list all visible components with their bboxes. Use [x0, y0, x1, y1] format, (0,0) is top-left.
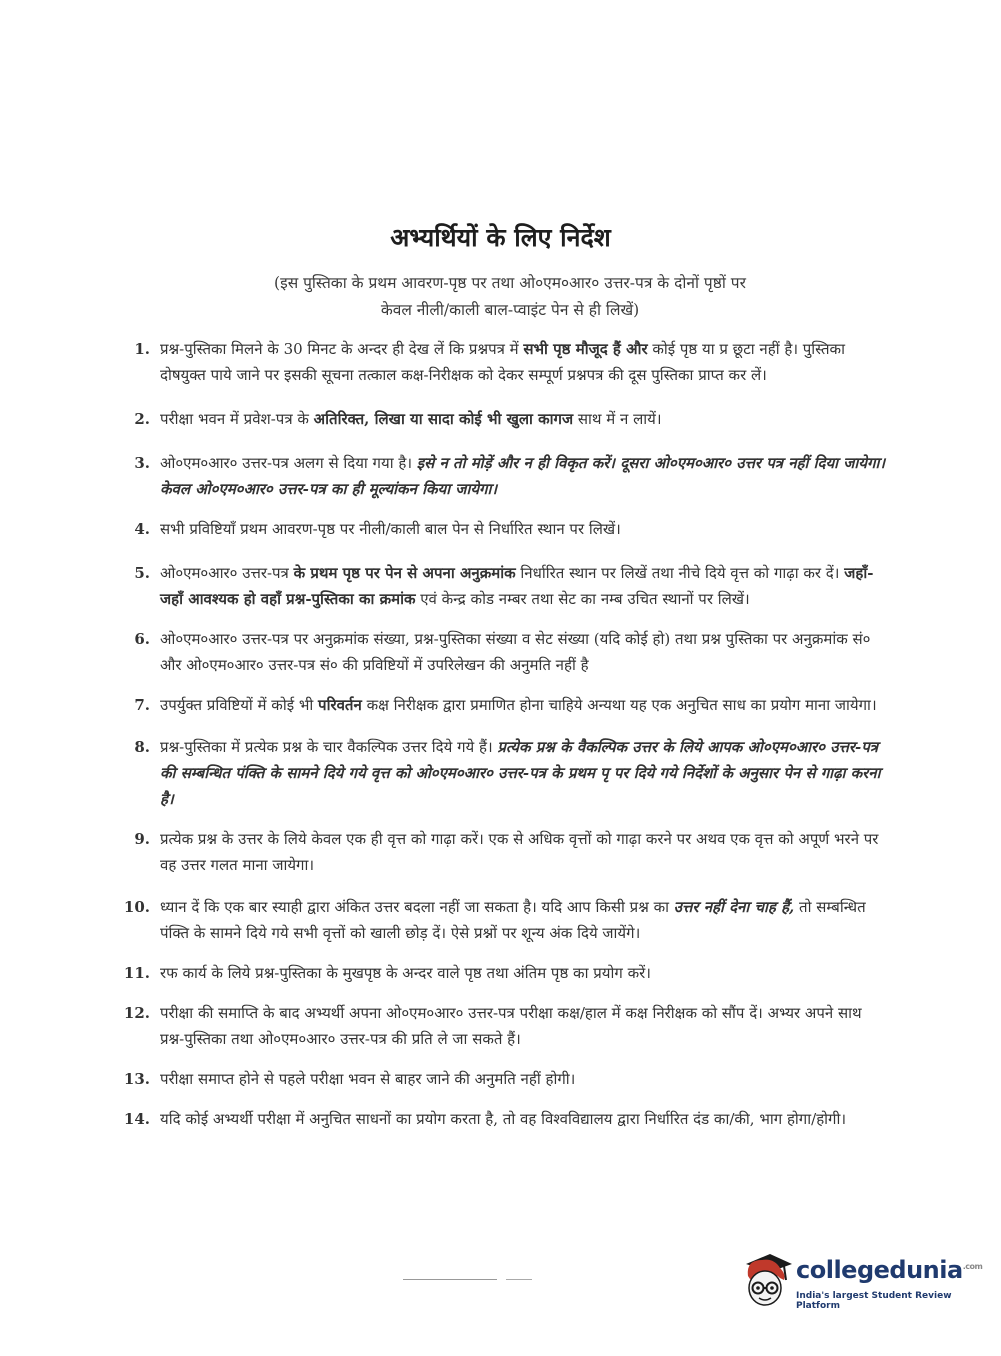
- brand-name: collegedunia$^{.com}$: [796, 1256, 983, 1284]
- instruction-item: [118, 894, 888, 946]
- instruction-text-part: ओ०एम०आर० उत्तर-पत्र अलग से दिया गया है।: [160, 454, 417, 472]
- instruction-text-part: परीक्षा भवन में प्रवेश-पत्र के: [160, 410, 314, 428]
- instruction-text-part: ध्यान दें कि एक बार स्याही द्वारा अंकित उत्तर बदला नहीं जा सकता है। यदि आप किसी प्रश्न का: [160, 898, 674, 916]
- instruction-number: 5.: [134, 564, 150, 582]
- instruction-item: [118, 692, 888, 718]
- instruction-text: [160, 898, 866, 942]
- instruction-item: [118, 450, 888, 502]
- instruction-text-part: सभी पृष्ठ मौजूद हैं और: [523, 340, 648, 358]
- instruction-text-part: परिवर्तन: [318, 696, 362, 714]
- instruction-number: 13.: [123, 1070, 150, 1088]
- instructions-list: [118, 336, 888, 1132]
- instruction-text-part: उत्तर नहीं देना चाह हैं,: [673, 898, 795, 916]
- instruction-text-part: एवं केन्द्र कोड नम्बर तथा सेट का नम्ब उचित स्थानों पर लिखें।: [415, 590, 750, 608]
- brand-tagline: India's largest Student Review Platform: [796, 1291, 952, 1311]
- instruction-text: [160, 630, 870, 674]
- instruction-text: [160, 340, 845, 384]
- instruction-text-part: जहाँ-जहाँ आवश्यक हो वहाँ प्रश्न-पुस्तिका का क्रमांक: [160, 564, 874, 608]
- instruction-item: [118, 406, 888, 432]
- instruction-text-part: निर्धारित स्थान पर लिखें तथा नीचे दिये वृत्त को गाढ़ा कर दें।: [515, 564, 845, 582]
- instruction-text: [160, 1110, 846, 1128]
- instruction-item: [118, 826, 888, 878]
- instruction-text-part: प्रत्येक प्रश्न के उत्तर के लिये केवल एक ही वृत्त को गाढ़ा करें। एक से अधिक वृत्तों को गाढ़ा करने पर अथव एक वृत्त को अपूर्ण भरने पर वह उत्तर गलत माना जायेगा।: [160, 830, 879, 874]
- instruction-text: [160, 1004, 862, 1048]
- instruction-text-part: ओ०एम०आर० उत्तर-पत्र: [160, 564, 294, 582]
- instruction-item: [118, 1000, 888, 1052]
- student-mascot-icon: [740, 1246, 794, 1310]
- instruction-text: [160, 964, 651, 982]
- instruction-number: 6.: [134, 630, 150, 648]
- instruction-number: 10.: [123, 898, 150, 916]
- instruction-number: 11.: [123, 964, 150, 982]
- instruction-item: [118, 1106, 888, 1132]
- instruction-text-part: सभी प्रविष्टियाँ प्रथम आवरण-पृष्ठ पर नीली/काली बाल पेन से निर्धारित स्थान पर लिखें।: [160, 520, 621, 538]
- instruction-number: 3.: [134, 454, 150, 472]
- instruction-text: [160, 454, 885, 498]
- instruction-number: 9.: [134, 830, 150, 848]
- footer-rule-short: [506, 1279, 532, 1280]
- instruction-text-part: अतिरिक्त, लिखा या सादा कोई भी खुला कागज: [313, 410, 574, 428]
- instruction-text-part: यदि कोई अभ्यर्थी परीक्षा में अनुचित साधनों का प्रयोग करता है, तो वह विश्वविद्यालय द्वारा निर्धारित दंड का/की, भाग होगा/होगी।: [160, 1110, 847, 1128]
- instruction-text-part: प्रश्न-पुस्तिका मिलने के 30 मिनट के अन्दर ही देख लें कि प्रश्नपत्र में: [160, 340, 524, 358]
- instruction-item: [118, 560, 888, 612]
- instruction-text: [160, 830, 878, 874]
- instruction-text: [160, 410, 662, 428]
- instruction-text-part: प्रत्येक प्रश्न के वैकल्पिक उत्तर के लिये आपक ओ०एम०आर० उत्तर-पत्र की सम्बन्धित पंक्ति के सामने दिये गये वृत्त को ओ०एम०आर० उत्तर-पत्र के प्रथम पृ पर दिये गये निर्देशों के अनुसार पेन से गाढ़ा करना है।: [160, 738, 881, 808]
- document-subtitle: [150, 270, 870, 324]
- instruction-number: 1.: [134, 340, 150, 358]
- instruction-text: [160, 520, 621, 538]
- instruction-text: [160, 1070, 575, 1088]
- subtitle-line-1: (इस पुस्तिका के प्रथम आवरण-पृष्ठ पर तथा ओ०एम०आर० उत्तर-पत्र के दोनों पृष्ठों पर: [274, 274, 746, 292]
- instruction-number: 4.: [134, 520, 150, 538]
- instruction-text-part: तो सम्बन्धित पंक्ति के सामने दिये गये सभी वृत्तों को खाली छोड़ दें। ऐसे प्रश्नों पर शून्य अंक दिये जायेंगे।: [160, 898, 866, 942]
- instruction-text-part: ओ०एम०आर० उत्तर-पत्र पर अनुक्रमांक संख्या, प्रश्न-पुस्तिका संख्या व सेट संख्या (यदि कोई हो) तथा प्रश्न पुस्तिका पर अनुक्रमांक सं० और ओ०एम०आर० उत्तर-पत्र सं० की प्रविष्टियों में उपरिलेखन की अनुमति नहीं है: [160, 630, 871, 674]
- instruction-text-part: के प्रथम पृष्ठ पर पेन से अपना अनुक्रमांक: [293, 564, 516, 582]
- instruction-text-part: उपर्युक्त प्रविष्टियों में कोई भी: [160, 696, 319, 714]
- footer-rule: [403, 1279, 497, 1280]
- instruction-text-part: रफ कार्य के लिये प्रश्न-पुस्तिका के मुखपृष्ठ के अन्दर वाले पृष्ठ तथा अंतिम पृष्ठ का प्रयोग करें।: [160, 964, 651, 982]
- instruction-text-part: परीक्षा की समाप्ति के बाद अभ्यर्थी अपना ओ०एम०आर० उत्तर-पत्र परीक्षा कक्ष/हाल में कक्ष निरीक्षक को सौंप दें। अभ्यर अपने साथ प्रश्न-पुस्तिका तथा ओ०एम०आर० उत्तर-पत्र की प्रति ले जा सकते हैं।: [160, 1004, 862, 1048]
- instruction-text-part: परीक्षा समाप्त होने से पहले परीक्षा भवन से बाहर जाने की अनुमति नहीं होगी।: [160, 1070, 576, 1088]
- instruction-number: 2.: [134, 410, 150, 428]
- subtitle-line-2: केवल नीली/काली बाल-प्वाइंट पेन से ही लिखें): [380, 301, 640, 319]
- instruction-number: 12.: [123, 1004, 150, 1022]
- instruction-number: 8.: [134, 738, 150, 756]
- instruction-number: 14.: [123, 1110, 150, 1128]
- instruction-item: [118, 626, 888, 678]
- instruction-text-part: कोई पृष्ठ या प्र छूटा नहीं है। पुस्तिका दोषयुक्त पाये जाने पर इसकी सूचना तत्काल कक्ष-निरीक्षक को देकर सम्पूर्ण प्रश्नपत्र की दूस पुस्तिका प्राप्त कर लें।: [160, 340, 845, 384]
- instruction-item: [118, 516, 888, 542]
- instruction-item: [118, 734, 888, 812]
- instruction-text-part: कक्ष निरीक्षक द्वारा प्रमाणित होना चाहिये अन्यथा यह एक अनुचित साध का प्रयोग माना जायेगा।: [361, 696, 877, 714]
- brand-domain: .com: [962, 1262, 983, 1271]
- instruction-text: [160, 564, 873, 608]
- document-title: अभ्यर्थियों के लिए निर्देश: [390, 223, 611, 252]
- instruction-text-part: साथ में न लायें।: [573, 410, 662, 428]
- instruction-number: 7.: [134, 696, 150, 714]
- brand-logo: [740, 1246, 983, 1316]
- instruction-item: [118, 960, 888, 986]
- instruction-item: [118, 336, 888, 388]
- instruction-text: [160, 738, 881, 808]
- instruction-text-part: प्रश्न-पुस्तिका में प्रत्येक प्रश्न के चार वैकल्पिक उत्तर दिये गये हैं।: [160, 738, 498, 756]
- instruction-text: [160, 696, 877, 714]
- instruction-text-part: इसे न तो मोड़ें और न ही विकृत करें। दूसरा ओ०एम०आर० उत्तर पत्र नहीं दिया जायेगा। केवल ओ०एम०आर० उत्तर-पत्र का ही मूल्यांकन किया जायेगा।: [160, 454, 886, 498]
- instruction-item: [118, 1066, 888, 1092]
